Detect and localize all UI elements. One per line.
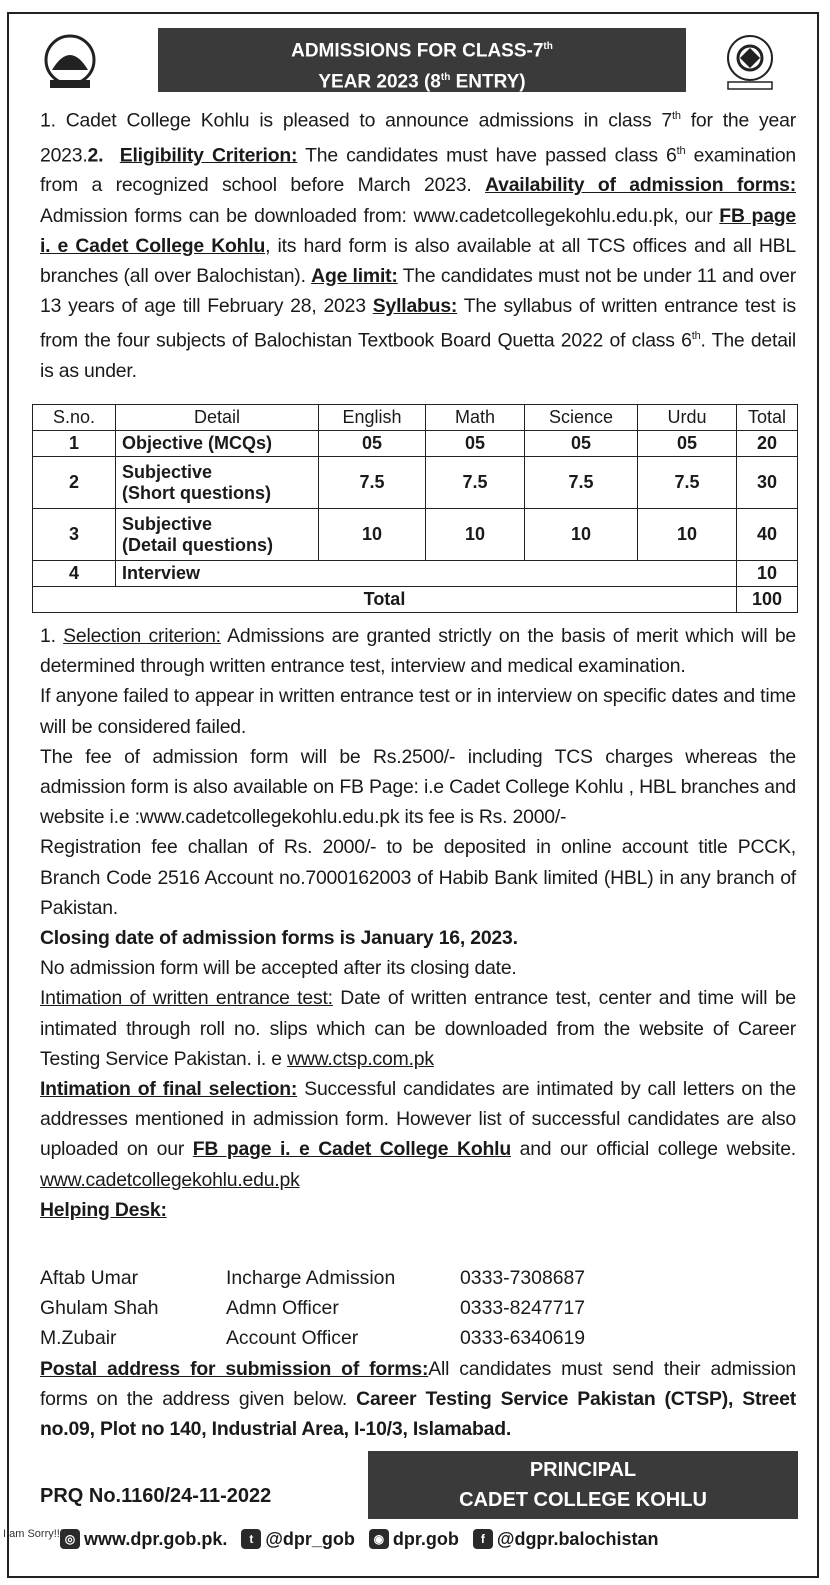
twitter-icon: t [241, 1529, 261, 1549]
cell-total-label: Total [33, 587, 737, 613]
table-row-total [33, 587, 798, 613]
test-intimation-paragraph: Intimation of written entrance test: Date of written entrance test, center and time will be intimated through roll no. slips which can be downloaded from the website of Career Testing Service Pakistan. i. e www.ctsp.com.pk [40, 987, 797, 1070]
availability-label: Availability of admission forms: [485, 174, 796, 197]
instagram-link[interactable]: ◉ dpr.gob [369, 1529, 459, 1550]
fee-paragraph: The fee of admission form will be Rs.2500/- including TCS charges whereas the admission form is also available on FB Page: i.e Cadet College Kohlu , HBL branches and website i.e :www.cadetcollegekohlu.edu.pk its fee is Rs. 2000/- [40, 745, 796, 829]
final-selection-paragraph: Intimation of final selection: Successful candidates are intimated by call letters on the addresses mentioned in admission form. However list of successful candidates are also uploaded on our FB page i. e Cadet College Kohlu and our official college website. www.cadetcollegekohlu.edu.pk [40, 1078, 796, 1191]
contact-role: Incharge Admission [226, 1267, 396, 1289]
cell-math: 10 [426, 509, 525, 561]
header-math: Math [426, 405, 525, 431]
cell-english: 10 [319, 509, 426, 561]
postal-address-paragraph: Postal address for submission of forms:All candidates must send their admission forms on the address given below. Career Testing Service Pakistan (CTSP), Street no.09, Plot no 140, Industrial Area, I-10/3, Islamabad. [40, 1358, 796, 1441]
contact-row [40, 1263, 585, 1293]
contact-row [40, 1293, 585, 1323]
registration-paragraph: Registration fee challan of Rs. 2000/- to be deposited in online account title PCCK, Branch Code 2516 Account no.7000162003 of Habib Bank limited (HBL) in any branch of Pakistan. [40, 836, 796, 919]
instagram-icon: ◉ [369, 1529, 389, 1549]
contact-phone: 0333-8247717 [460, 1297, 586, 1319]
cell-math: 7.5 [426, 457, 525, 509]
header-sno: S.no. [33, 405, 116, 431]
government-emblem-logo [718, 30, 782, 94]
closing-date: Closing date of admission forms is January 16, 2023. [40, 927, 518, 950]
cell-sno: 2 [33, 457, 116, 509]
contact-role: Admn Officer [226, 1297, 339, 1319]
cell-urdu: 10 [638, 509, 737, 561]
fb-page-link: FB page i. e Cadet College Kohlu [40, 204, 797, 257]
no-admission-note: No admission form will be accepted after its closing date. [40, 957, 517, 980]
prq-number: PRQ No.1160/24-11-2022 [40, 1485, 272, 1507]
contact-name: M.Zubair [40, 1327, 117, 1349]
contact-role: Account Officer [226, 1327, 359, 1349]
table-header-row [33, 405, 798, 431]
cell-detail: Interview [116, 561, 737, 587]
syllabus-label: Syllabus: [372, 295, 458, 318]
twitter-link[interactable]: t @dpr_gob [241, 1529, 355, 1550]
ctsp-link: www.ctsp.com.pk [287, 1047, 434, 1070]
website-link[interactable]: ◎ www.dpr.gob.pk. [60, 1529, 227, 1550]
table-row [33, 431, 798, 457]
facebook-icon: f [473, 1529, 493, 1549]
contact-row [40, 1323, 585, 1353]
cell-urdu: 05 [638, 431, 737, 457]
failure-paragraph: If anyone failed to appear in written entrance test or in interview on specific dates and time will be considered failed. [40, 685, 796, 738]
header-english: English [319, 405, 426, 431]
cell-detail: Objective (MCQs) [116, 431, 319, 457]
helping-desk-label: Helping Desk: [40, 1198, 167, 1221]
contact-phone: 0333-7308687 [460, 1267, 586, 1289]
signature-institution: CADET COLLEGE KOHLU [459, 1489, 707, 1511]
facebook-link[interactable]: f @dgpr.balochistan [473, 1529, 659, 1550]
cell-sno: 3 [33, 509, 116, 561]
table-row-interview [33, 561, 798, 587]
signature-title: PRINCIPAL [529, 1459, 637, 1481]
selection-paragraph: 1. Selection criterion: Admissions are granted strictly on the basis of merit which will be determined through written entrance test, interview and medical examination. [40, 625, 797, 678]
body-text [40, 621, 796, 1225]
signature-block [368, 1451, 798, 1519]
cell-total: 30 [737, 457, 798, 509]
cell-science: 05 [525, 431, 638, 457]
cell-english: 05 [319, 431, 426, 457]
cell-urdu: 7.5 [638, 457, 737, 509]
cell-english: 7.5 [319, 457, 426, 509]
page-title: ADMISSIONS FOR CLASS-7th YEAR 2023 (8th ENTRY) [158, 28, 686, 92]
fb-page-link-2: FB page i. e Cadet College Kohlu [192, 1138, 511, 1161]
contact-phone: 0333-6340619 [460, 1327, 586, 1349]
age-limit-label: Age limit: [311, 264, 398, 287]
eligibility-label: Eligibility Criterion: [119, 144, 298, 167]
cell-detail: Subjective (Detail questions) [116, 509, 319, 561]
overlay-text: I am Sorry!!!! [3, 1528, 66, 1540]
cell-science: 7.5 [525, 457, 638, 509]
cell-sno: 1 [33, 431, 116, 457]
cell-sno: 4 [33, 561, 116, 587]
cell-grand-total: 100 [737, 587, 798, 613]
header-urdu: Urdu [638, 405, 737, 431]
table-row [33, 509, 798, 561]
cell-total: 40 [737, 509, 798, 561]
header-detail: Detail [116, 405, 319, 431]
contact-name: Ghulam Shah [40, 1297, 159, 1319]
cell-total: 20 [737, 431, 798, 457]
cell-math: 05 [426, 431, 525, 457]
intro-paragraph: 1. Cadet College Kohlu is pleased to announce admissions in class 7th for the year 2023.2. Eligibility Criterion: The candidates must have passed class 6th examination from a recognized school before March 2023. Availability of admission forms: Admission forms can be downloaded from: www.cadetcollegekohlu.edu.pk, our FB page i. e Cadet College Kohlu, its hard form is also available at all TCS offices and all HBL branches (all over Balochistan). Age limit: The candidates must not be under 11 and over 13 years of age till February 28, 2023 Syllabus: The syllabus of written entrance test is from the four subjects of Balochistan Textbook Board Quetta 2022 of class 6th. The detail is as under. [40, 109, 797, 383]
globe-icon: ◎ [60, 1529, 80, 1549]
footer-contact-bar [60, 1522, 810, 1556]
table-row [33, 457, 798, 509]
header-total: Total [737, 405, 798, 431]
college-website-link: www.cadetcollegekohlu.edu.pk [40, 1168, 300, 1191]
cell-detail: Subjective (Short questions) [116, 457, 319, 509]
cell-total: 10 [737, 561, 798, 587]
cell-science: 10 [525, 509, 638, 561]
marks-distribution-table [32, 404, 798, 613]
helping-desk-contacts [40, 1263, 585, 1353]
header-science: Science [525, 405, 638, 431]
contact-name: Aftab Umar [40, 1267, 139, 1289]
college-crest-logo [38, 30, 102, 94]
